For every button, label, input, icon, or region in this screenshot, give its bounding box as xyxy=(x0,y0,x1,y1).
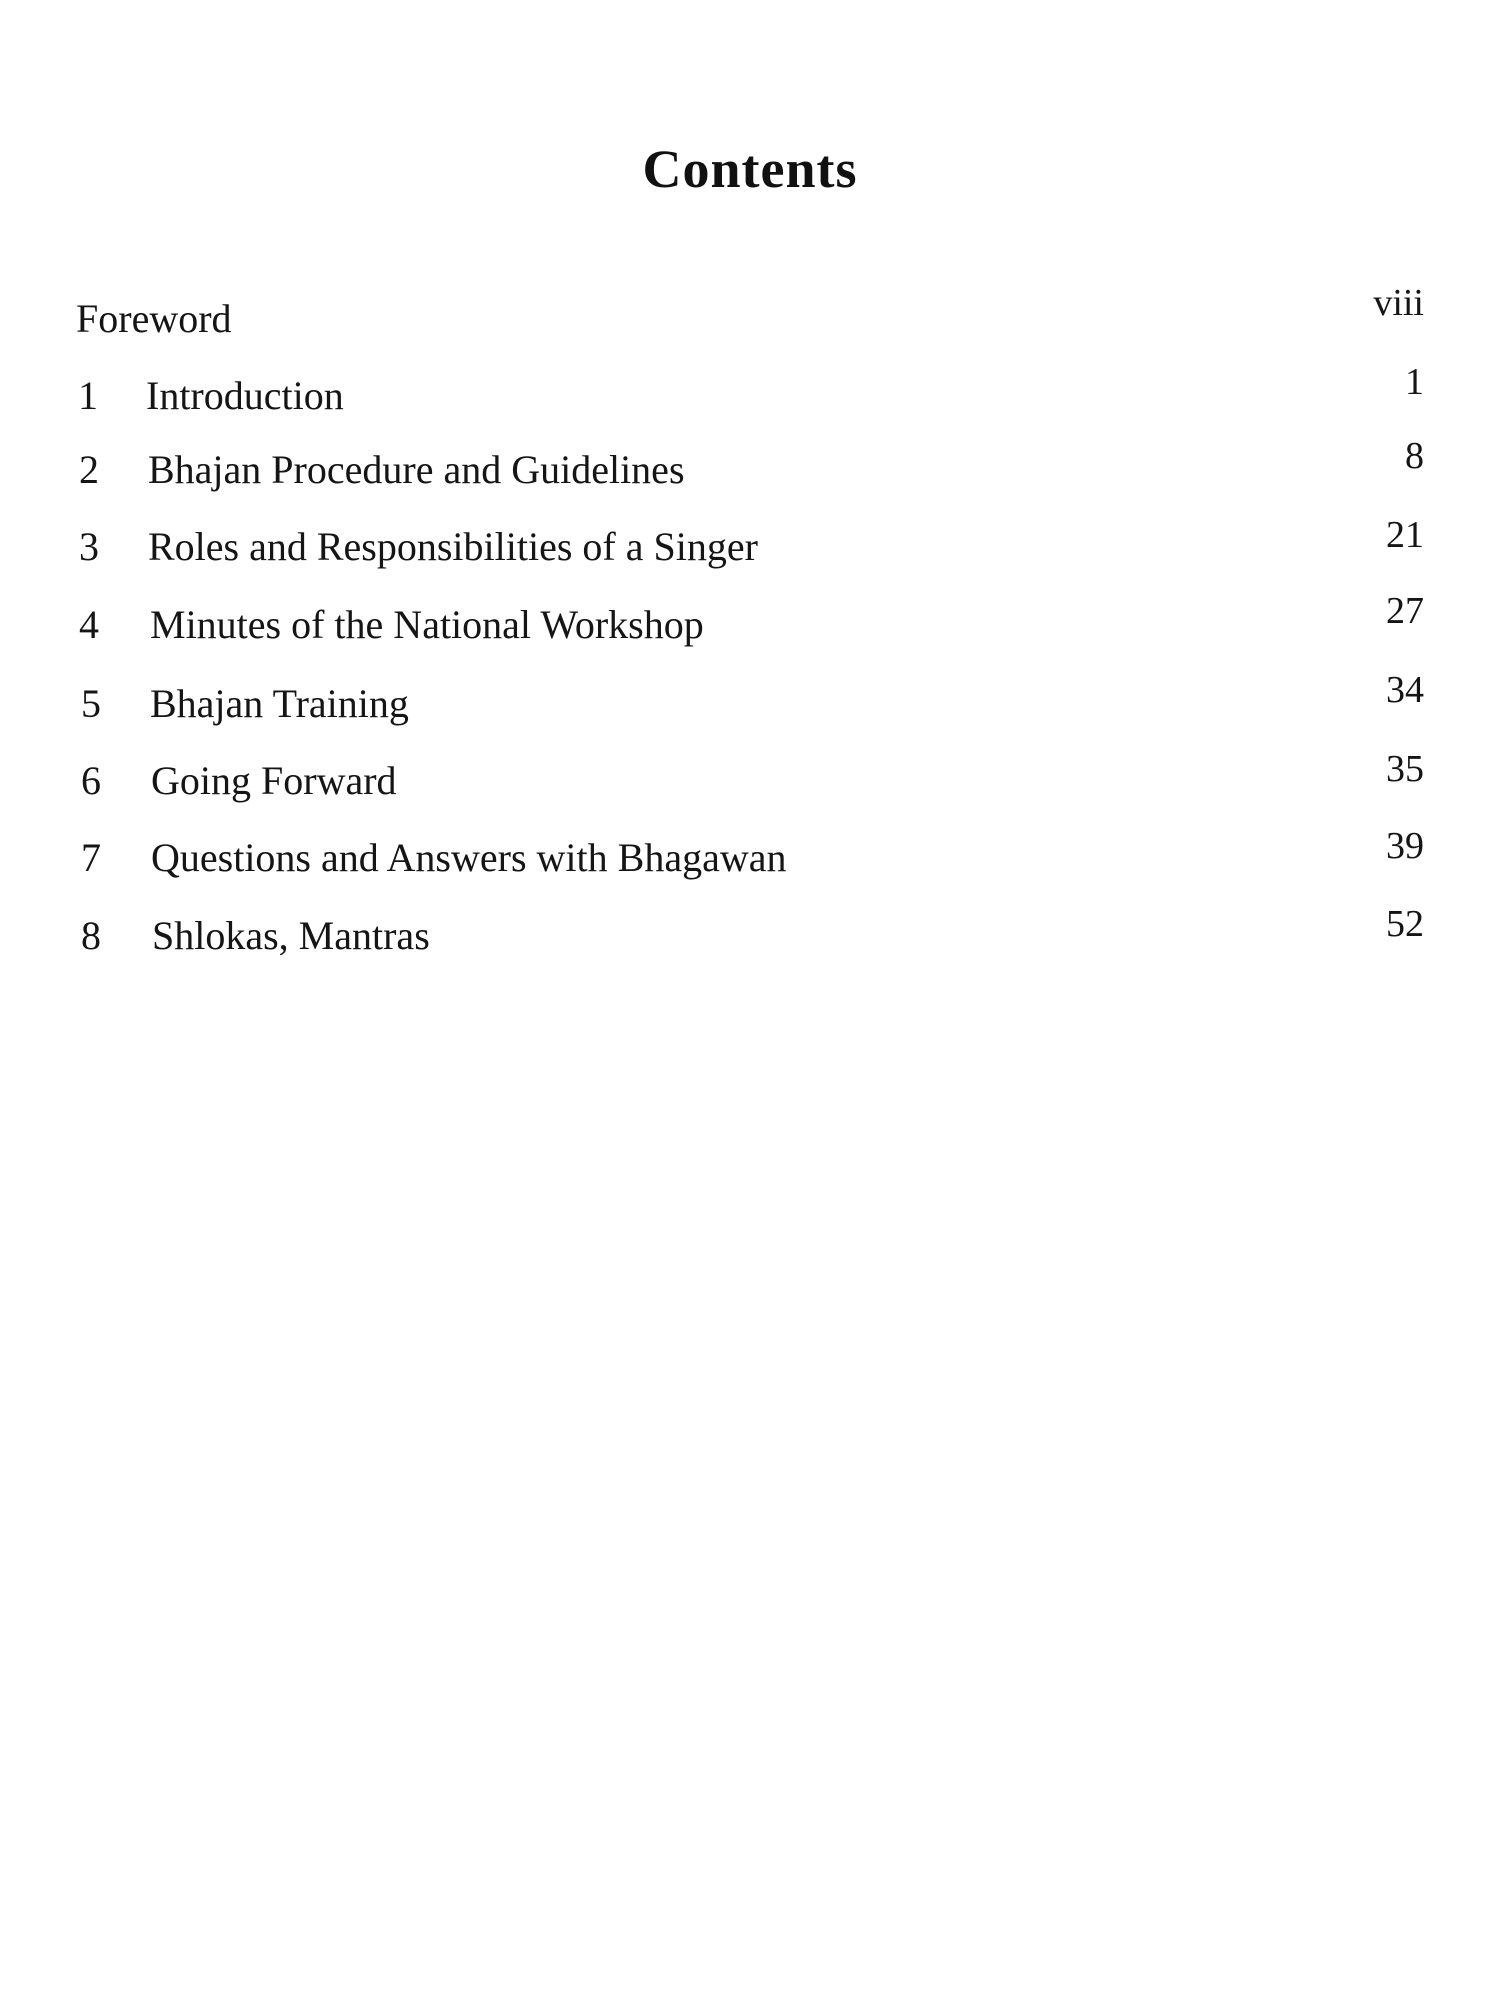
toc-entry-number: 2 xyxy=(79,447,99,492)
toc-entry-page: viii xyxy=(1373,282,1424,324)
toc-entry-title: Foreword xyxy=(76,296,232,341)
toc-entry-title: Bhajan Procedure and Guidelines xyxy=(148,447,685,492)
toc-entry-introduction[interactable] xyxy=(0,361,1500,432)
toc-entry-page: 35 xyxy=(1386,748,1424,790)
toc-entry-page: 34 xyxy=(1386,669,1424,711)
toc-entry-title: Questions and Answers with Bhagawan xyxy=(151,835,787,880)
toc-entry-number: 8 xyxy=(81,913,101,958)
toc-entry-number: 7 xyxy=(81,835,101,880)
toc-entry-going-forward[interactable] xyxy=(0,748,1500,817)
toc-entry-title: Minutes of the National Workshop xyxy=(150,602,704,647)
toc-entry-page: 27 xyxy=(1386,590,1424,632)
toc-entry-questions-answers[interactable] xyxy=(0,825,1500,894)
toc-entry-page: 39 xyxy=(1386,825,1424,867)
toc-entry-title: Going Forward xyxy=(151,758,397,803)
toc-entry-number: 1 xyxy=(78,373,98,418)
toc-entry-page: 52 xyxy=(1386,903,1424,945)
toc-entry-title: Bhajan Training xyxy=(150,681,409,726)
page-title: Contents xyxy=(642,139,858,199)
toc-entry-number: 4 xyxy=(79,602,99,647)
toc-entry-number: 3 xyxy=(79,524,99,569)
toc-entry-title: Shlokas, Mantras xyxy=(152,913,430,958)
toc-entry-bhajan-training[interactable] xyxy=(0,669,1500,740)
toc-entry-page: 1 xyxy=(1405,361,1424,403)
toc-entry-minutes-workshop[interactable] xyxy=(0,590,1500,661)
toc-entry-number: 6 xyxy=(81,758,101,803)
toc-entry-bhajan-procedure[interactable] xyxy=(0,435,1500,506)
toc-entry-roles-responsibilities[interactable] xyxy=(0,514,1500,583)
toc-entry-page: 8 xyxy=(1405,435,1424,477)
toc-entry-page: 21 xyxy=(1386,514,1424,556)
toc-entry-title: Introduction xyxy=(146,373,344,418)
toc-entry-number: 5 xyxy=(81,681,101,726)
toc-entry-foreword[interactable] xyxy=(0,282,1500,355)
toc-entry-title: Roles and Responsibilities of a Singer xyxy=(148,524,758,569)
toc-entry-shlokas-mantras[interactable] xyxy=(0,903,1500,972)
